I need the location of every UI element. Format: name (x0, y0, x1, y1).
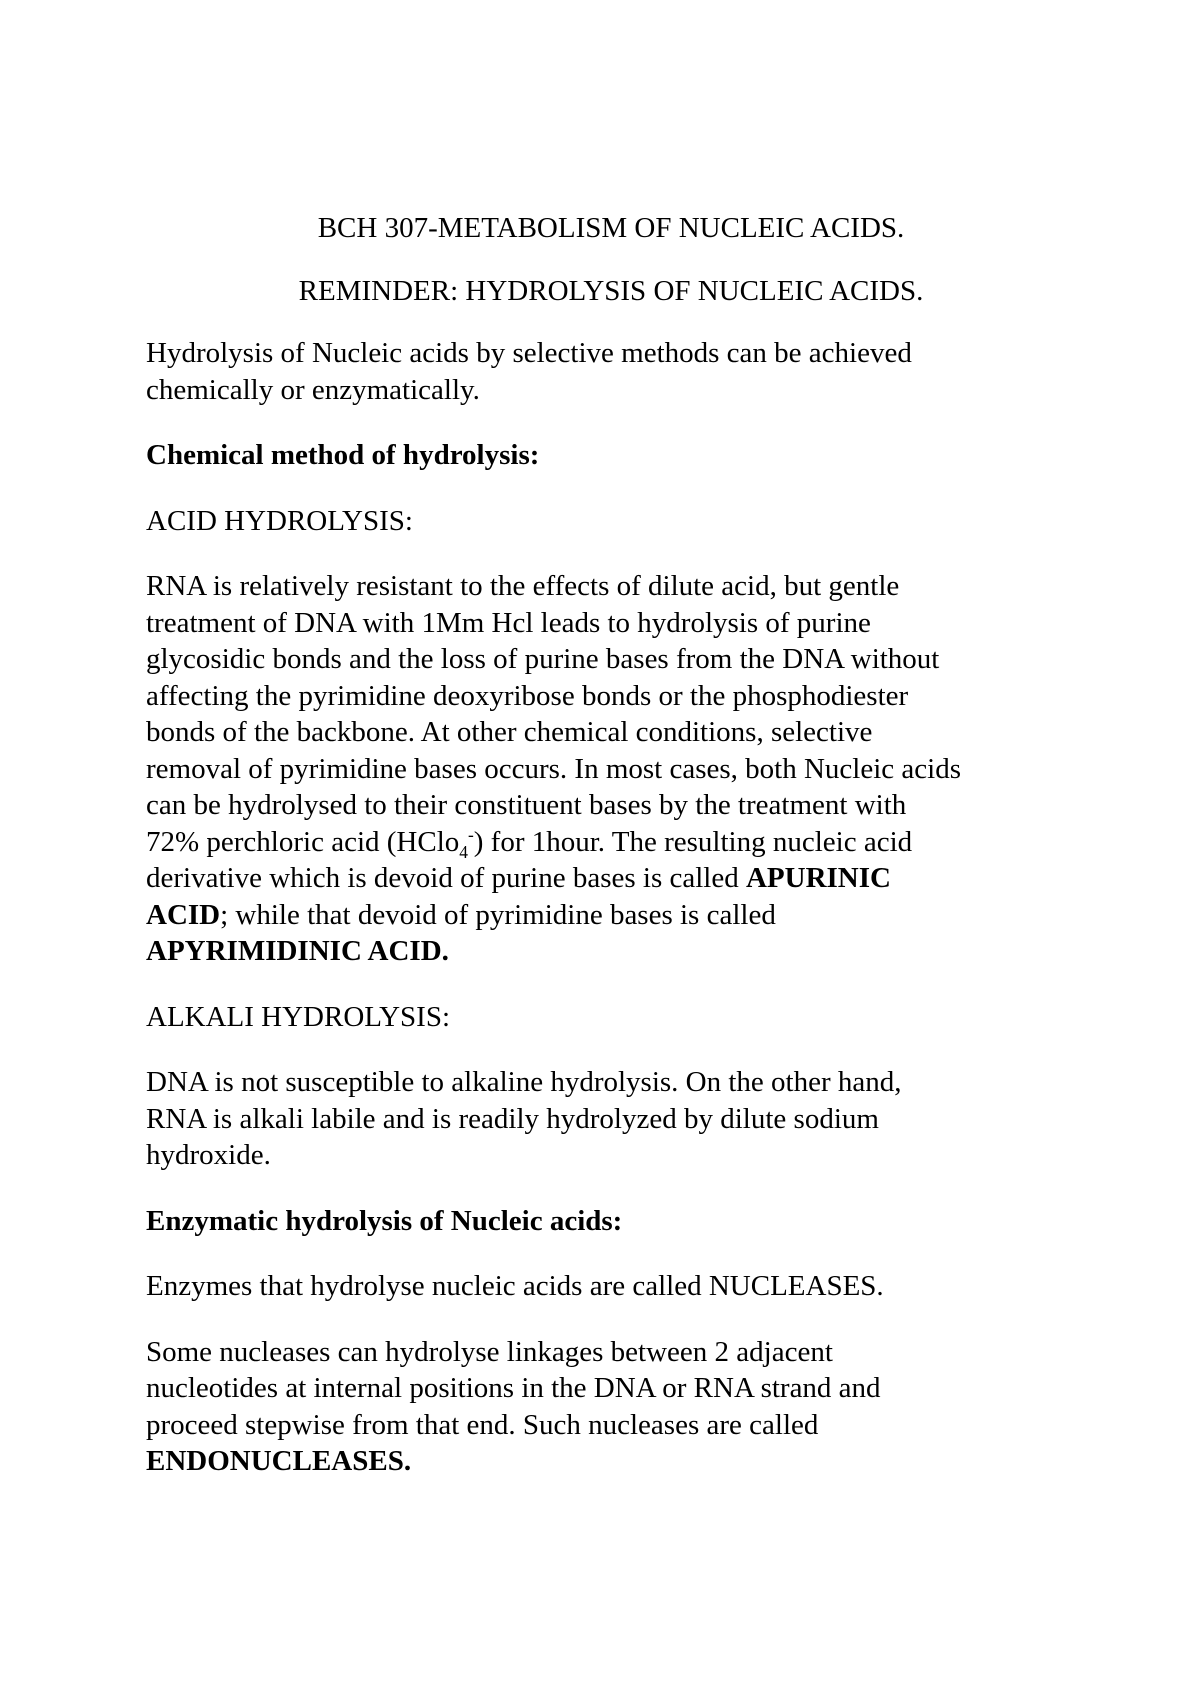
alkali-hydrolysis-paragraph (146, 1064, 1076, 1174)
text-line: Hydrolysis of Nucleic acids by selective methods can be achieved (146, 337, 912, 369)
acid-hydrolysis-heading: ACID HYDROLYSIS: (146, 504, 413, 537)
text-line: RNA is relatively resistant to the effects of dilute acid, but gentle (146, 570, 900, 602)
document-body (146, 210, 1076, 1480)
apyrimidinic-term: APYRIMIDINIC ACID. (146, 935, 449, 967)
nucleases-term: NUCLEASES. (708, 1270, 884, 1302)
document-subtitle: REMINDER: HYDROLYSIS OF NUCLEIC ACIDS. (298, 274, 924, 307)
text-line: Some nucleases can hydrolyse linkages between 2 adjacent (146, 1335, 833, 1368)
text-line: bonds of the backbone. At other chemical conditions, selective (146, 716, 873, 748)
endonucleases-term: ENDONUCLEASES. (146, 1445, 412, 1477)
text-line: DNA is not susceptible to alkaline hydrolysis. On the other hand, (146, 1066, 902, 1098)
text-line: can be hydrolysed to their constituent bases by the treatment with (146, 789, 907, 821)
endonucleases-paragraph (146, 1334, 1076, 1480)
nucleases-paragraph (146, 1268, 1076, 1305)
text-line: proceed stepwise from that end. Such nucleases are called (146, 1408, 819, 1441)
intro-paragraph (146, 335, 1076, 408)
text-line: affecting the pyrimidine deoxyribose bonds or the phosphodiester (146, 679, 909, 712)
text-line: 72% perchloric acid (HClo$_4$-) for 1hour. The resulting nucleic acid (146, 823, 913, 862)
alkali-hydrolysis-heading: ALKALI HYDROLYSIS: (146, 1000, 451, 1033)
text-line: glycosidic bonds and the loss of purine bases from the DNA without (146, 643, 940, 675)
text-line: chemically or enzymatically. (146, 373, 480, 406)
document-title: BCH 307-METABOLISM OF NUCLEIC ACIDS. (317, 212, 905, 244)
text-line: treatment of DNA with 1Mm Hcl leads to hydrolysis of purine (146, 606, 871, 639)
acid-hydrolysis-paragraph (146, 568, 1076, 970)
text-line: removal of pyrimidine bases occurs. In most cases, both Nucleic acids (146, 752, 961, 785)
text-line: derivative which is devoid of purine bases is called APURINIC (146, 862, 891, 894)
text-line: RNA is alkali labile and is readily hydrolyzed by dilute sodium (146, 1102, 879, 1135)
acid-term: ACID (146, 898, 221, 931)
apurinic-term: APURINIC (745, 862, 891, 894)
text-line: ACID; while that devoid of pyrimidine bases is called (146, 898, 776, 931)
text-line: hydroxide. (146, 1139, 271, 1171)
enzymatic-hydrolysis-heading: Enzymatic hydrolysis of Nucleic acids: (146, 1204, 623, 1237)
text-line (146, 1443, 1076, 1480)
text-line: nucleotides at internal positions in the DNA or RNA strand and (146, 1372, 881, 1404)
chemical-method-heading: Chemical method of hydrolysis: (146, 439, 540, 471)
text-line (146, 933, 1076, 970)
text-line: Enzymes that hydrolyse nucleic acids are called NUCLEASES. (146, 1270, 884, 1302)
